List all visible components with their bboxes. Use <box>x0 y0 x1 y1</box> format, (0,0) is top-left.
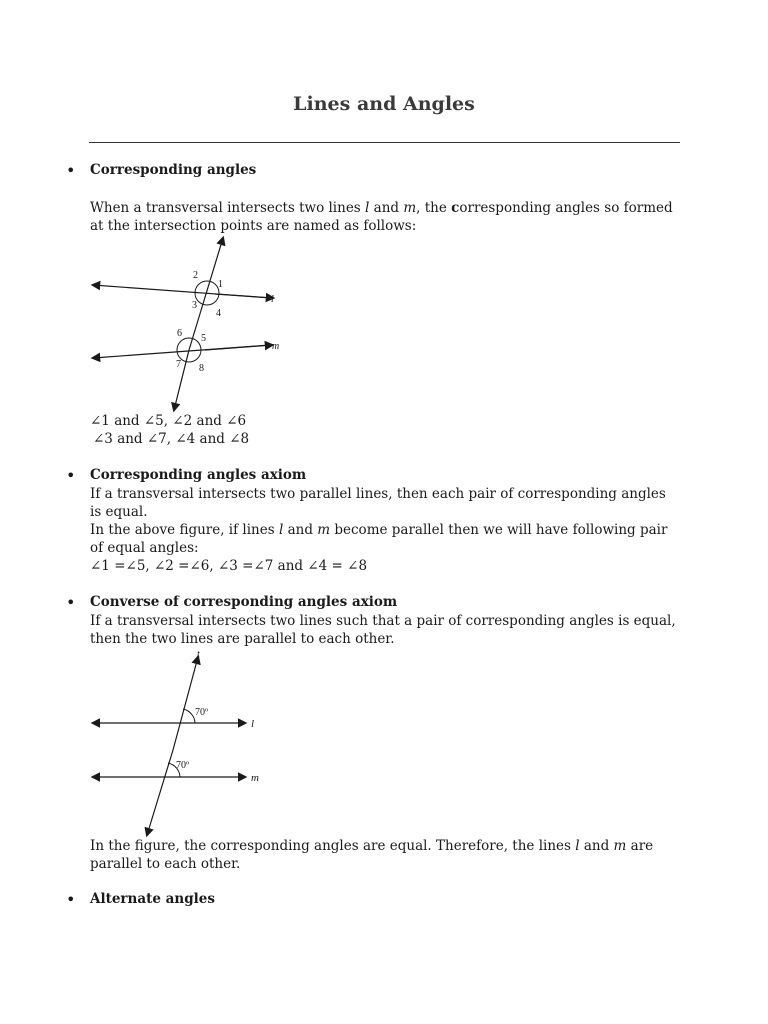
converse-conclusion: In the figure, the corresponding angles are equal. Therefore, the lines l and m are parallel to each other. <box>90 838 654 872</box>
angle-pairs-line1: ∠1 and ∠5, ∠2 and ∠6 <box>90 413 247 429</box>
line-label-l: l <box>251 718 255 730</box>
angle-label: 3 <box>192 300 197 311</box>
section-heading-corresponding-angles: Corresponding angles <box>90 162 257 178</box>
axiom-statement: If a transversal intersects two parallel lines, then each pair of corresponding angles is equal. <box>90 486 666 520</box>
page-title: Lines and Angles <box>293 93 475 115</box>
angle-label: 8 <box>199 363 204 374</box>
bullet: • <box>66 466 76 485</box>
section-heading-converse: Converse of corresponding angles axiom <box>90 594 398 610</box>
transversal-t <box>173 657 198 750</box>
figure-parallel-lines <box>85 645 285 840</box>
axiom-equal-pairs: ∠1 =∠5, ∠2 =∠6, ∠3 =∠7 and ∠4 = ∠8 <box>90 558 368 574</box>
line-label-m: m <box>272 341 280 352</box>
bullet: • <box>66 890 76 909</box>
section-heading-alternate-angles: Alternate angles <box>90 891 215 907</box>
angle-label: 2 <box>193 270 198 281</box>
axiom-explanation: In the above figure, if lines l and m become parallel then we will have following pair of equal angles: <box>90 522 668 556</box>
angle-label: 4 <box>216 308 221 319</box>
line-label-l: l <box>271 294 274 305</box>
line-label-m: m <box>251 772 259 784</box>
corresponding-angles-intro: When a transversal intersects two lines l and m, the corresponding angles so formed at the intersection points are named as follows: <box>90 200 673 234</box>
angle-pairs-line2: ∠3 and ∠7, ∠4 and ∠8 <box>93 431 250 447</box>
line-label-t: t <box>197 649 200 660</box>
converse-statement: If a transversal intersects two lines such that a pair of corresponding angles is equal, then the two lines are parallel to each other. <box>90 613 676 647</box>
angle-70-bottom: 70º <box>176 760 190 771</box>
angle-label: 7 <box>176 359 181 370</box>
bullet: • <box>66 161 76 180</box>
figure-transversal-two-lines <box>85 230 300 415</box>
angle-label: 1 <box>218 279 223 290</box>
title-divider <box>89 142 680 143</box>
section-heading-axiom: Corresponding angles axiom <box>90 467 307 483</box>
bullet: • <box>66 593 76 612</box>
angle-70-top: 70º <box>195 707 209 718</box>
angle-label: 5 <box>201 333 206 344</box>
angle-label: 6 <box>177 328 182 339</box>
